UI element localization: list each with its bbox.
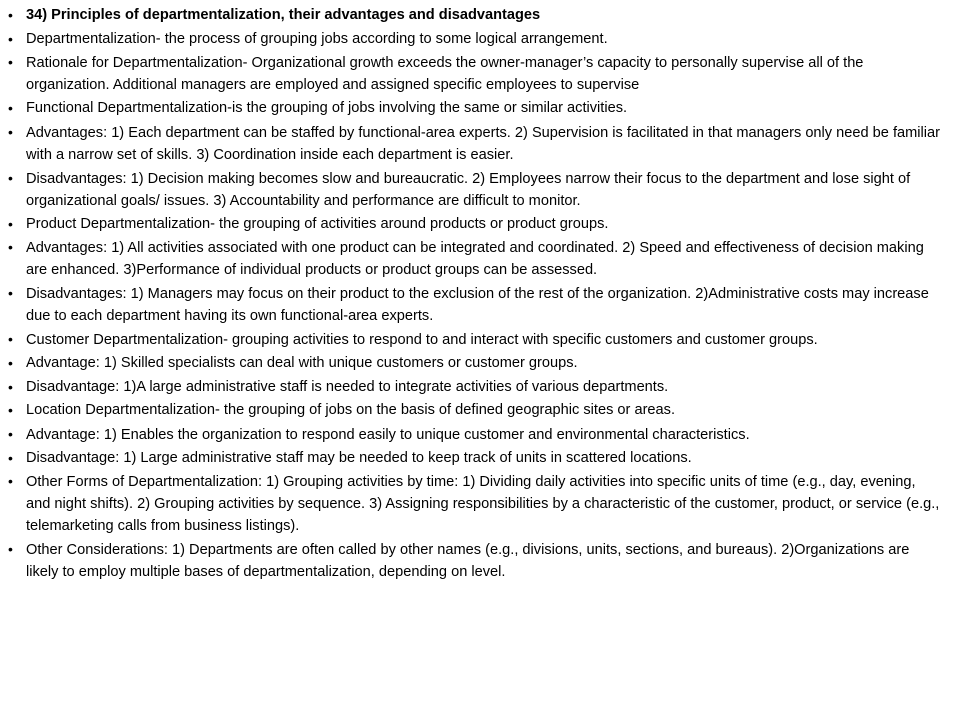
item-text: Departmentalization- the process of grouping jobs according to some logical arrangement. (26, 30, 608, 47)
list-item (8, 28, 940, 52)
item-text: Advantage: 1) Enables the organization to respond easily to unique customer and environmental characteristics. (26, 426, 750, 443)
bullet-icon: • (8, 123, 13, 140)
bullet-list (8, 4, 940, 584)
item-text: Other Considerations: 1) Departments are often called by other names (e.g., divisions, units, sections, and bureaus). 2)Organizations are likely to employ multiple bases of departmentalization, depending on level. (26, 542, 910, 580)
item-text: Disadvantages: 1) Managers may focus on their product to the exclusion of the rest of the organization. 2)Administrative costs may increase due to each department having its own functional-area experts. (26, 286, 929, 324)
item-text: Disadvantages: 1) Decision making becomes slow and bureaucratic. 2) Employees narrow their focus to the department and lose sight of organizational goals/ issues. 3) Accountability and performance are difficult to monitor. (26, 170, 911, 209)
list-item (8, 470, 940, 538)
item-text: Product Departmentalization- the grouping of activities around products or product groups. (26, 215, 609, 232)
item-text: Advantages: 1) Each department can be staffed by functional-area experts. 2) Supervision is facilitated in that managers only need be familiar with a narrow set of skills. 3) Coordination inside each department is easier. (26, 124, 940, 163)
item-text: Customer Departmentalization- grouping activities to respond to and interact with specific customers and customer groups. (26, 332, 818, 348)
list-item (8, 423, 940, 447)
bullet-icon: • (8, 169, 13, 186)
item-text: Disadvantage: 1)A large administrative staff is needed to integrate activities of various departments. (26, 378, 669, 395)
bullet-icon: • (8, 54, 13, 70)
list-item (8, 399, 940, 423)
list-item (8, 282, 940, 328)
bullet-icon: • (8, 285, 13, 301)
bullet-icon: • (8, 473, 13, 489)
bullet-icon: • (8, 331, 13, 347)
bullet-icon: • (8, 100, 13, 116)
bullet-icon: • (8, 402, 13, 418)
list-item (8, 376, 940, 400)
item-text: Location Departmentalization- the grouping of jobs on the basis of defined geographic sites or areas. (26, 402, 676, 418)
bullet-icon: • (8, 239, 13, 255)
item-text: Advantage: 1) Skilled specialists can deal with unique customers or customer groups. (26, 355, 578, 371)
list-item-heading (8, 4, 940, 28)
bullet-icon: • (8, 449, 13, 466)
list-item (8, 538, 940, 584)
list-item (8, 51, 940, 97)
item-text: Other Forms of Departmentalization: 1) Grouping activities by time: 1) Dividing daily activities into specific units of time (e.g., day, evening, and night shifts). 2) Grouping activities by sequence. 3) Assigning responsibilities by a characteristic of the customer, product, or service (e.g., telemarketing calls from business listings). (26, 474, 940, 534)
bullet-icon: • (8, 215, 13, 232)
list-item (8, 97, 940, 121)
list-item (8, 236, 940, 282)
item-text: Rationale for Departmentalization- Organizational growth exceeds the owner-manager’s capacity to personally supervise all of the organization. Additional managers are employed and assigned specific employees to supervise (26, 55, 864, 93)
item-text: Advantages: 1) All activities associated with one product can be integrated and coordinated. 2) Speed and effectiveness of decision making are enhanced. 3)Performance of individual products or product groups can be assessed. (26, 240, 924, 278)
list-item (8, 213, 940, 237)
heading-text: 34) Principles of departmentalization, their advantages and disadvantages (26, 7, 541, 23)
bullet-icon: • (8, 355, 13, 371)
list-item (8, 352, 940, 376)
bullet-icon: • (8, 378, 13, 395)
list-item (8, 167, 940, 213)
list-item (8, 121, 940, 167)
bullet-icon: • (8, 425, 13, 442)
list-item (8, 447, 940, 471)
list-item (8, 328, 940, 352)
bullet-icon: • (8, 541, 13, 557)
bullet-icon: • (8, 7, 13, 23)
bullet-icon: • (8, 30, 13, 47)
item-text: Disadvantage: 1) Large administrative staff may be needed to keep track of units in scattered locations. (26, 449, 692, 466)
item-text: Functional Departmentalization-is the grouping of jobs involving the same or similar activities. (26, 100, 628, 116)
